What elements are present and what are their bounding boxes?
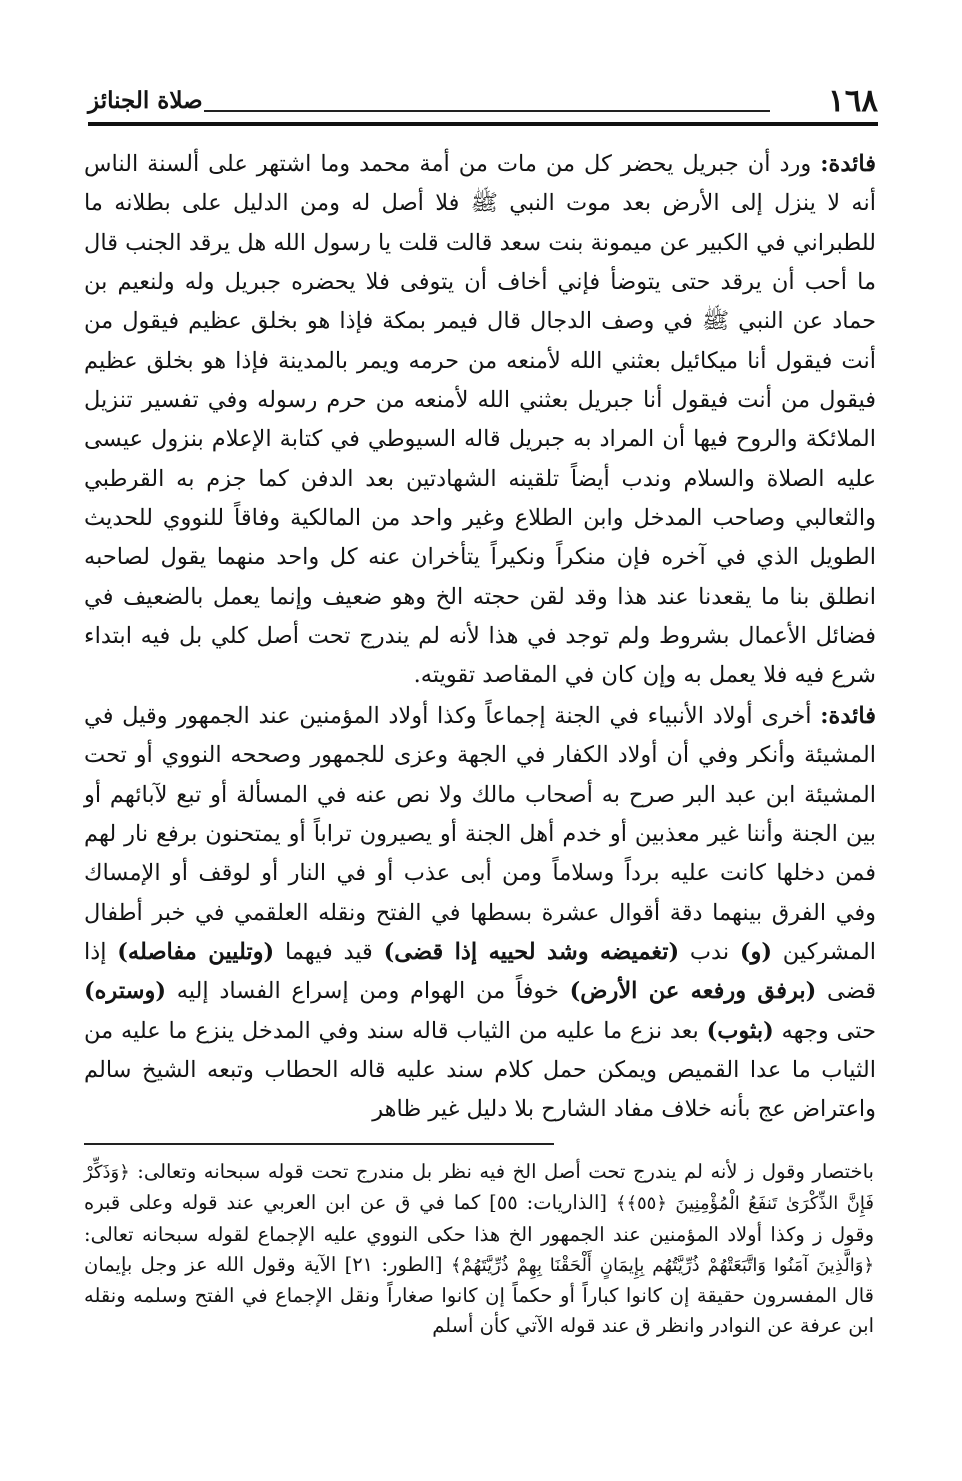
footnote-separator	[84, 1143, 554, 1145]
page-header	[88, 84, 878, 128]
paragraph-2-text-g: بعد نزع ما عليه من الثياب قاله سند وفي المدخل ينزع ما عليه من الثياب ما عدا القميص ويمكن حمل كلام سند عليه قاله الحطاب وتبعه الشيخ سالم واعتراض عج بأنه خلاف مفاد الشارح بلا دليل غير ظاهر	[84, 1017, 876, 1123]
paragraph-2-text-c: قيد فيهما	[284, 938, 373, 965]
quran-verse-2: ﴿وَالَّذِينَ آمَنُوا وَاتَّبَعَتْهُمْ ذُرِّيَّتُهُم بِإِيمَانٍ أَلْحَقْنَا بِهِمْ ذُرِّيَّتَهُمْ﴾	[450, 1254, 874, 1276]
paragraph-2	[84, 697, 876, 1130]
paragraph-2-text-d: إذا قضى	[84, 938, 876, 1005]
matn-phrase-6: (بثوب)	[706, 1017, 774, 1044]
page-number: ١٦٨	[828, 83, 878, 119]
matn-phrase-3: (وتليين مفاصله)	[117, 938, 275, 965]
header-thick-rule	[88, 122, 878, 126]
paragraph-2-text-a: أخرى أولاد الأنبياء في الجنة إجماعاً وكذا أولاد المؤمنين عند الجمهور وقيل في المشيئة وأنكر وفي أن أولاد الكفار في الجهة وعزى للجمهور وصححه النووي أو تحت المشيئة ابن عبد البر صرح به أصحاب مالك ولا نص عنه في المسألة أو تبع لآبائهم أو بين الجنة وأننا غير معذبين أو خدم أهل الجنة أو يصيرون تراباً أو يمتحنون برفع نار لهم فمن دخلها كانت عليه برداً وسلاماً ومن أبى عذب أو في النار أو لوقف أو الإمساك وفي الفرق بينهما دقة أقوال عشرة بسطها في الفتح ونقله العلقمي في خبر أطفال المشركين	[84, 702, 877, 965]
paragraph-2-text-f: حتى وجهه	[781, 1017, 876, 1044]
footnote-text-c: [الطور: ٢١] الآية وقول الله عز وجل بإيمان قال المفسرون حقيقة إن كانوا كباراً أو حكماً إن كانوا صغاراً ونقل الإجماع في الفتح وسلمه ونقله ابن عرفة عن النوادر وانظر ق عند قوله الآتي كأن أسلم	[84, 1252, 874, 1338]
matn-phrase-4: (برفق ورفعه عن الأرض)	[569, 978, 817, 1005]
main-text	[84, 145, 876, 1130]
paragraph-1-label: فائدة:	[820, 151, 876, 177]
quran-verse-1: ﴿وَذَكِّرْ فَإِنَّ الذِّكْرَىٰ تَنفَعُ الْمُؤْمِنِينَ ﴿٥٥﴾﴾	[84, 1162, 874, 1215]
paragraph-2-text-b: ندب	[689, 938, 730, 965]
matn-phrase-5: (وستره)	[84, 978, 167, 1005]
paragraph-2-label: فائدة:	[820, 702, 876, 729]
header-rule	[204, 110, 770, 112]
footnote-text-b: [الذاريات: ٥٥] كما في ق عن ابن العربي عند قوله وعلى قبره وقول ز وكذا أولاد المؤمنين عند الجمهور الخ هذا حكى النووي عليه الإجماع لقوله سبحانه تعالى:	[84, 1191, 874, 1246]
paragraph-2-text-e: خوفاً من الهوام ومن إسراع الفساد إليه	[176, 978, 559, 1005]
paragraph-1-text: ورد أن جبريل يحضر كل من مات من أمة محمد وما اشتهر على ألسنة الناس أنه لا ينزل إلى الأرض بعد موت النبي ﷺ فلا أصل له ومن الدليل على بطلانه ما للطبراني في الكبير عن ميمونة بنت سعد قالت قلت يا رسول الله هل يرقد الجنب قال ما أحب أن يرقد حتى يتوضأ فإني أخاف أن يتوفى فلا يحضره جبريل وله ولنعيم بن حماد عن النبي ﷺ في وصف الدجال قال فيمر بمكة فإذا هو بخلق عظيم فيقول من أنت فيقول أنا ميكائيل بعثني الله لأمنعه من حرمه ويمر بالمدينة فإذا هو بخلق عظيم فيقول من أنت فيقول أنا جبريل بعثني الله لأمنعه من حرم رسوله وفي تفسير تنزيل الملائكة والروح فيها أن المراد به جبريل قاله السيوطي في كتابة الإعلام بنزول عيسى عليه الصلاة والسلام وندب أيضاً تلقينه الشهادتين بعد الدفن كما جزم به القرطبي والثعالبي وصاحب المدخل وابن الطلاع وغير واحد من المالكية وفاقاً للنووي للحديث الطويل الذي في آخره فإن منكراً ونكيراً يتأخران عنه كل واحد منهما يقول لصاحبه انطلق بنا ما يقعدنا عند هذا وقد لقن حجته الخ وهو ضعيف وإنما يعمل بالضعيف في فضائل الأعمال بشروط ولم توجد في هذا لأنه لم يندرج تحت أصل كلي بل فيه ابتداء شرع فيه فلا يعمل به وإن كان في المقاصد تقويته.	[84, 151, 876, 689]
footnotes	[84, 1157, 874, 1342]
footnote-text-a: باختصار وقول ز لأنه لم يندرج تحت أصل الخ فيه نظر بل مندرج تحت قوله سبحانه وتعالى:	[137, 1160, 874, 1183]
matn-phrase-2: (تغميضه وشد لحييه إذا قضى)	[383, 938, 680, 965]
matn-phrase-1: (و)	[739, 938, 773, 965]
paragraph-1	[84, 145, 876, 696]
running-title: صلاة الجنائز	[88, 87, 203, 114]
footnote-paragraph	[84, 1157, 874, 1342]
